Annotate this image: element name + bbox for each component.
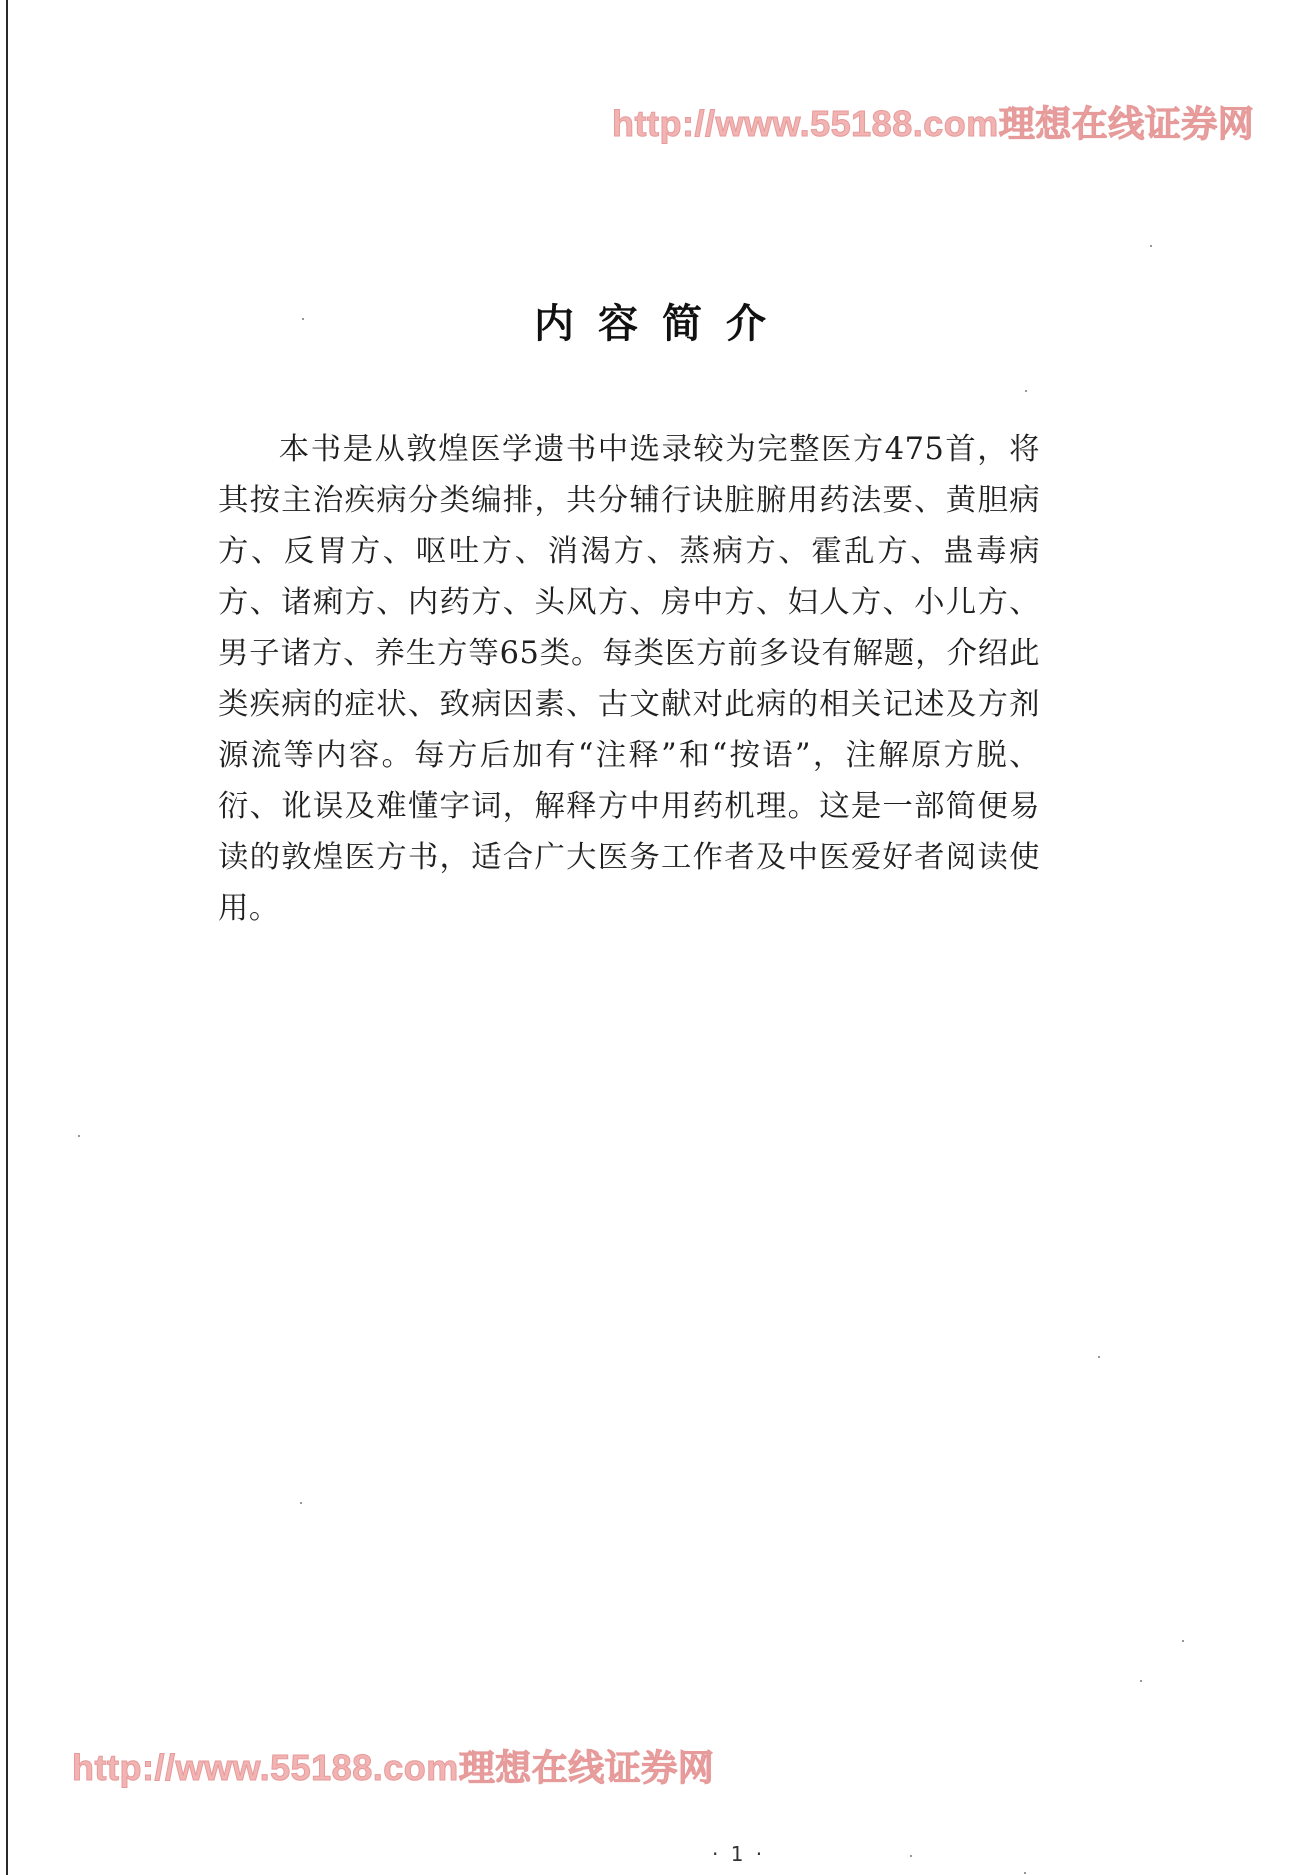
scan-speck bbox=[300, 1502, 302, 1504]
scan-speck bbox=[302, 318, 304, 320]
scan-speck bbox=[1140, 1680, 1142, 1682]
page-left-edge bbox=[6, 0, 8, 1875]
summary-paragraph: 本书是从敦煌医学遗书中选录较为完整医方475首，将其按主治疾病分类编排，共分辅行诀脏腑用药法要、黄胆病方、反胃方、呕吐方、消渴方、蒸病方、霍乱方、蛊毒病方、诸痢方、内药方、头风方、房中方、妇人方、小儿方、男子诸方、养生方等65类。每类医方前多设有解题，介绍此类疾病的症状、致病因素、古文献对此病的相关记述及方剂源流等内容。每方后加有“注释”和“按语”，注解原方脱、衍、讹误及难懂字词，解释方中用药机理。这是一部简便易读的敦煌医方书，适合广大医务工作者及中医爱好者阅读使用。 bbox=[218, 432, 1040, 926]
scan-speck bbox=[1182, 1640, 1184, 1642]
scan-speck bbox=[1150, 245, 1152, 247]
page-title: 内容简介 bbox=[534, 301, 790, 347]
scan-speck bbox=[1025, 390, 1027, 392]
scan-speck bbox=[1024, 1872, 1026, 1874]
page-number: · 1 · bbox=[712, 1842, 766, 1866]
scan-speck bbox=[78, 1135, 80, 1137]
watermark-bottom: http://www.55188.com理想在线证券网 bbox=[72, 1747, 715, 1788]
scan-speck bbox=[910, 1855, 912, 1857]
scan-speck bbox=[1098, 1356, 1100, 1358]
watermark-top: http://www.55188.com理想在线证券网 bbox=[612, 103, 1255, 144]
